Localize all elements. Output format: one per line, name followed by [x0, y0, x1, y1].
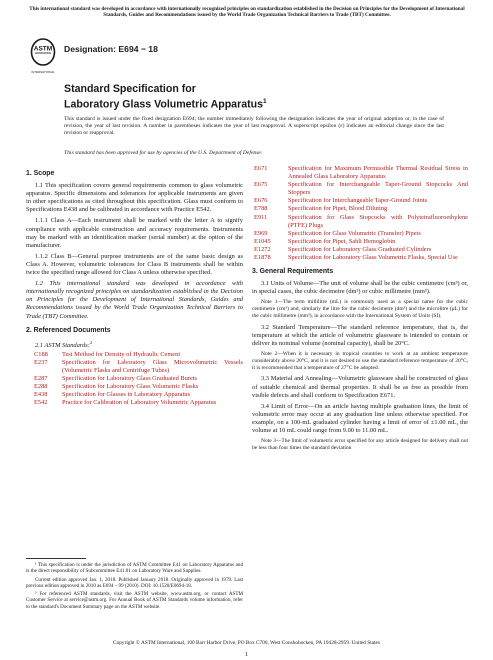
dod-approval-note: This standard has been approved for use by agencies of the U.S. Department of Defense.	[64, 150, 263, 156]
reference-item[interactable]	[26, 391, 243, 399]
reference-title-link[interactable]: Specification for Laboratory Glass Graduated Cylinders	[288, 245, 432, 253]
reference-title-link[interactable]: Specification for Interchangeable Taper-Ground Joints	[288, 197, 428, 205]
footnote-1: ¹ This specification is under the jurisdiction of ASTM Committee E41 on Laboratory Apparatus and is the direct responsibility of Subcommittee E41.01 on Laboratory Ware and Supplies.	[26, 562, 243, 575]
section-heading-scope: 1. Scope	[26, 170, 55, 177]
astm-standards-mark: 2	[89, 339, 93, 345]
reference-item[interactable]	[252, 205, 468, 213]
paragraph-3-1: 3.1 Units of Volume—The unit of volume shall be the cubic centimetre (cm³) or, in special cases, the cubic decimetre (dm³) or cubic millimetre (mm³).	[252, 280, 468, 296]
reference-code-link[interactable]: E237	[34, 359, 48, 366]
reference-code-link[interactable]: E288	[34, 383, 48, 391]
reference-code-link[interactable]: E671	[254, 165, 268, 172]
left-column	[26, 170, 243, 408]
paragraph-3-4: 3.4 Limit of Error—On an article having multiple graduation lines, the limit of volumetric error may occur at any graduation line unless otherwise specified. For example, on a 100-mL graduated cylinder having a limit of error of ±1.00 mL, the volume at 10 mL could range from 9.00 to 11.00 mL.	[252, 402, 468, 435]
reference-code-link[interactable]: E675	[254, 181, 268, 189]
right-column	[252, 165, 468, 456]
reference-item[interactable]	[252, 181, 468, 197]
reference-title-link[interactable]: Specification for Pipet, Blood Diluting	[288, 205, 388, 213]
section-heading-general: 3. General Requirements	[252, 268, 334, 276]
reference-title-link[interactable]: Test Method for Density of Hydraulic Cement	[62, 350, 181, 358]
note-2: Note 2—When it is necessary in tropical countries to work at an ambient temperature considerably above 20°C, and it is not desired to use the standard reference temperature of 20°C, it is recommended that a temperature of 27°C be adopted.	[252, 351, 468, 371]
reference-title-link[interactable]: Specification for Glass Stopcocks with Polytetrafluoroethylene (PTFE) Plugs	[288, 213, 468, 229]
reference-code-link[interactable]: E788	[254, 205, 268, 213]
reference-code-link[interactable]: E542	[34, 399, 48, 407]
reference-title-link[interactable]: Practice for Calibration of Laboratory Volumetric Apparatus	[62, 399, 217, 407]
note-3: Note 3—The limit of volumetric error specified for any article designed for delivery shall not be less than four times the standard deviation	[252, 438, 468, 451]
reference-code-link[interactable]: E1045	[254, 237, 271, 245]
footnote-2: ² For referenced ASTM standards, visit the ASTM website, www.astm.org, or contact ASTM Customer Service at service@astm.org. For Annual Book of ASTM Standards volume information, refer to the standard's Document Summary page on the ASTM website.	[26, 591, 243, 610]
reference-item[interactable]	[26, 383, 243, 391]
section-heading-referenced: 2. Referenced Documents	[26, 326, 111, 334]
reference-code-link[interactable]: C188	[34, 350, 48, 358]
copyright-footer: Copyright © ASTM International, 100 Barr Harbor Drive, PO Box C700, West Conshohocken, PA 19428-2959. United States	[113, 640, 380, 646]
title-line-1: Standard Specification for	[64, 83, 196, 95]
tbt-notice: This international standard was developed in accordance with internationally recognized principles on standardization established in the Decision on Principles for the Development of International Standards, Guides and Recommendations issued by the World Trade Organization Technical Barriers to Trade (TBT) Committee.	[29, 6, 465, 19]
reference-title-link[interactable]: Specification for Laboratory Glass Microvolumetric Vessels (Volumetric Flasks and Centrifuge Tubes)	[62, 359, 243, 375]
page-number: 1	[244, 651, 249, 658]
reference-item[interactable]	[26, 375, 243, 383]
reference-title-link[interactable]: Specification for Glass Volumetric (Transfer) Pipets	[288, 229, 421, 237]
paragraph-3-2: 3.2 Standard Temperature—The standard reference temperature, that is, the temperature at which the article of volumetric glassware is intended to contain or deliver its nominal volume (nominal capacity), shall be 20°C.	[252, 323, 468, 347]
reference-item[interactable]	[26, 359, 243, 375]
reference-title-link[interactable]: Specification for Laboratory Glass Volumetric Flasks	[62, 383, 199, 391]
reference-title-link[interactable]: Specification for Laboratory Glass Volumetric Flasks, Special Use	[288, 254, 458, 262]
title-line-2	[64, 96, 424, 111]
reference-title-link[interactable]: Specification for Maximum Permissible Thermal Residual Stress in Annealed Glass Laboratory Apparatus	[288, 165, 468, 181]
reference-title-link[interactable]: Specification for Laboratory Glass Graduated Burets	[62, 375, 198, 383]
title-main: Laboratory Glass Volumetric Apparatus	[64, 98, 263, 111]
note-1: Note 1—The term millilitre (mL) is commonly used as a special name for the cubic centimetre (cm³) and, similarly the litre for the cubic decimetre (dm³) and the microlitre (μL) for the cubic millimetre (mm³), in accordance with the International System of Units (SI).	[252, 299, 468, 319]
reference-list-right	[252, 165, 468, 262]
reference-code-link[interactable]: E1878	[254, 254, 271, 262]
title-footnote-mark: 1	[262, 97, 267, 105]
reference-item[interactable]	[252, 165, 468, 181]
footnote-rule	[26, 558, 86, 559]
svg-text:INTERNATIONAL: INTERNATIONAL	[31, 70, 55, 74]
document-title	[64, 83, 424, 111]
reference-item[interactable]	[26, 399, 243, 407]
paragraph-1-1-1: 1.1.1 Class A—Each instrument shall be marked with the letter A to signify compliance with applicable construction and accuracy requirements. Instruments may be marked with an identification marker (serial number) at the option of the manufacturer.	[26, 217, 243, 249]
svg-text:ASTM: ASTM	[33, 45, 53, 53]
reference-code-link[interactable]: E911	[254, 213, 268, 221]
paragraph-3-3: 3.3 Material and Annealing—Volumetric glassware shall be constructed of glass of suitable chemical and thermal properties. It shall be as free as possible from visible defects and shall conform to Specification E671.	[252, 375, 468, 399]
reference-item[interactable]	[252, 214, 468, 230]
designation: Designation: E694 − 18	[64, 44, 158, 54]
reference-code-link[interactable]: E969	[254, 229, 268, 237]
reference-item[interactable]	[252, 246, 468, 254]
reference-code-link[interactable]: E287	[34, 375, 48, 383]
reference-title-link[interactable]: Specification for Interchangeable Taper-Ground Stopcocks And Stoppers	[288, 181, 468, 197]
paragraph-1-2: 1.2 This international standard was developed in accordance with internationally recognized principles on standardization established in the Decision on Principles for the Development of International Standards, Guides and Recommendations issued by the World Trade Organization Technical Barriers to Trade (TBT) Committee.	[26, 280, 243, 320]
astm-standards-label	[26, 339, 243, 350]
reference-item[interactable]	[26, 351, 243, 359]
astm-logo-icon	[30, 38, 56, 76]
reference-title-link[interactable]: Specification for Pipet, Sahli Hemoglobin	[288, 237, 396, 245]
reference-item[interactable]	[252, 197, 468, 205]
paragraph-1-1-2: 1.1.2 Class B—General purpose instruments are of the same basic design as Class A. However, volumetric tolerances for Class B instruments shall be within twice the specified range allowed for Class A unless otherwise specified.	[26, 252, 243, 277]
reference-title-link[interactable]: Specification for Glasses in Laboratory Apparatus	[62, 391, 190, 399]
reference-item[interactable]	[252, 230, 468, 238]
reference-item[interactable]	[252, 238, 468, 246]
paragraph-1-1: 1.1 This specification covers general requirements common to glass volumetric apparatus. Specific dimensions and tolerances for applicable instruments are given in other specifications as cited throughout this specification. Glass must conform to Specifications E438 and be calibrated in accordance with Practice E542.	[26, 182, 243, 214]
reference-code-link[interactable]: E438	[34, 391, 48, 399]
footnote-1-edition: Current edition approved Jan. 1, 2018. Published January 2018. Originally approved in 1979. Last previous edition approved in 2010 as E694 – 99 (2010). DOI: 10.1520/E0694-18.	[26, 576, 243, 589]
reference-item[interactable]	[252, 254, 468, 262]
reference-list-left	[26, 351, 243, 408]
astm-standards-label-text: 2.1 ASTM Standards:	[35, 341, 90, 349]
footnotes	[26, 558, 243, 612]
issuance-note: This standard is issued under the fixed designation E694; the number immediately following the designation indicates the year of original adoption or, in the case of revision, the year of last revision. A number in parentheses indicates the year of last reapproval. A superscript epsilon (ε) indicates an editorial change since the last revision or reapproval.	[64, 116, 444, 136]
reference-code-link[interactable]: E1272	[254, 245, 271, 253]
reference-code-link[interactable]: E676	[254, 197, 268, 205]
